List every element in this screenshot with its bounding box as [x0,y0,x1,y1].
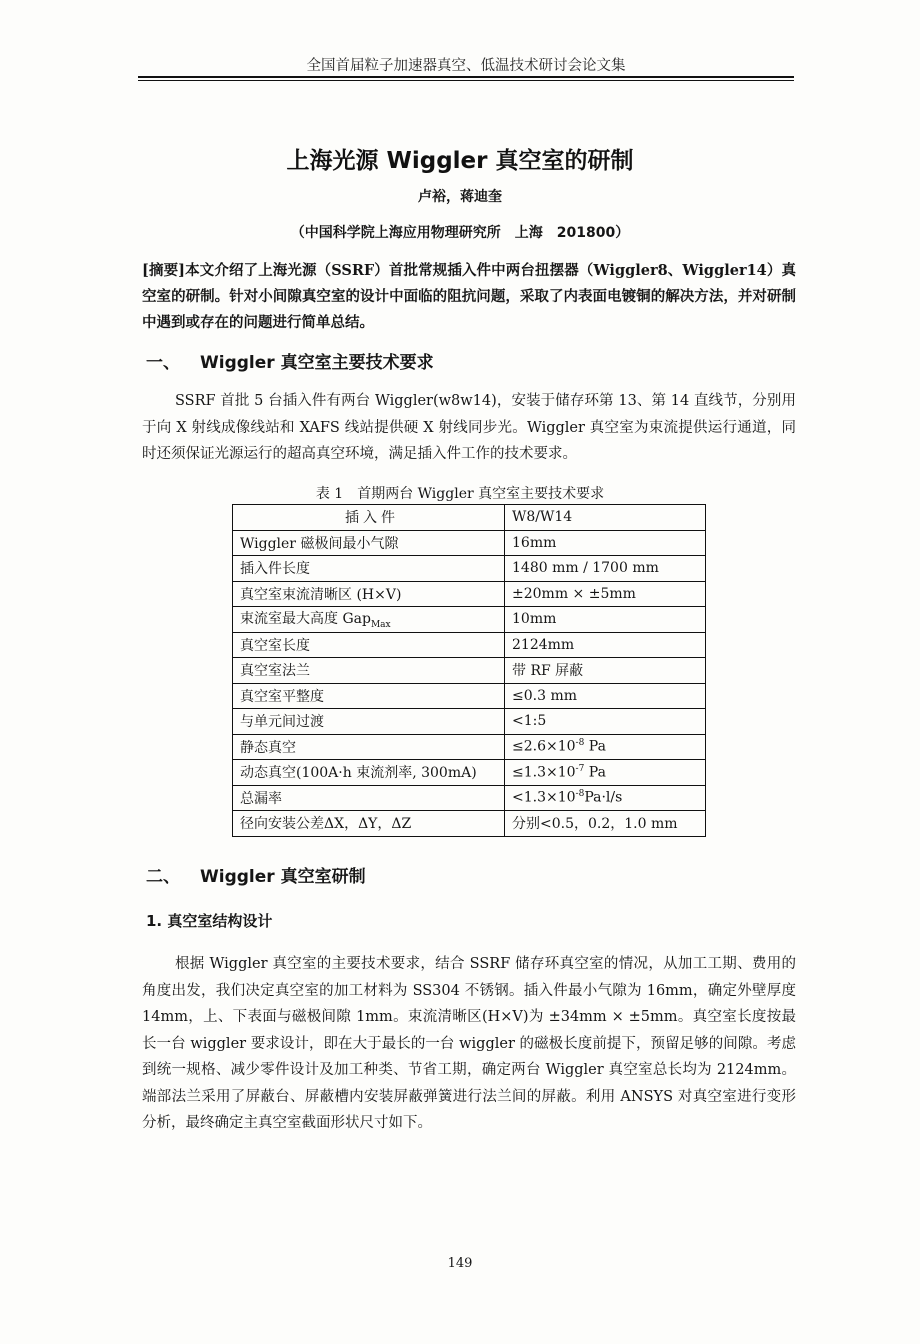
row-value: 1480 mm / 1700 mm [512,560,659,577]
running-header: 全国首届粒子加速器真空、低温技术研讨会论文集 [306,58,626,74]
table-cell-value [505,760,706,786]
row-value: <1.3×10 [512,790,576,807]
row-value: 2124mm [512,636,575,653]
row-label: 真空室长度 [240,637,310,654]
table-row [233,530,706,556]
table-cell-value [505,530,706,556]
table-caption: 表 1 首期两台 Wiggler 真空室主要技术要求 [315,486,605,502]
row-value: 16mm [512,534,557,551]
row-value-unit: Pa [584,739,606,756]
row-value-exponent: -7 [575,763,585,774]
section-1-paragraph: SSRF 首批 5 台插入件有两台 Wiggler(w8w14)，安装于储存环第 13、第 14 直线节，分别用于向 X 射线成像线站和 XAFS 线站提供硬 X 射线同步光。Wiggler 真空室为束流提供运行通道，同时还须保证光源运行的超高真空环境，满足插入件工作的技术要求。 [142,393,796,462]
table-cell-label [233,658,505,684]
table-row [233,785,706,811]
row-label: 动态真空(100A·h 束流剂率, 300mA) [240,765,477,782]
abstract [142,258,796,336]
section-1-number: 一、 [146,353,180,373]
row-label: 总漏率 [240,790,282,807]
subsection-paragraph: 根据 Wiggler 真空室的主要技术要求，结合 SSRF 储存环真空室的情况，从加工工期、费用的角度出发，我们决定真空室的加工材料为 SS304 不锈钢。插入件最小气隙为 16mm，确定外壁厚度 14mm，上、下表面与磁极间隙 1mm。束流清晰区(H×V)为 ±34mm × ±5mm。真空室长度按最长一台 wiggler 要求设计，即在大于最长的一台 wiggler 的磁极长度前提下，预留足够的间隙。考虑到统一规格、减少零件设计及加工种类、节省工期，确定两台 Wiggler 真空室总长均为 2124mm。端部法兰采用了屏蔽台、屏蔽槽内安装屏蔽弹簧进行法兰间的屏蔽。利用 ANSYS 对真空室进行变形分析，最终确定主真空室截面形状尺寸如下。 [142,956,796,1131]
table-row [233,709,706,735]
table-cell-value [505,734,706,760]
table-cell-value [505,709,706,735]
table-row [233,683,706,709]
row-value-exponent: -8 [575,738,585,749]
paper-title: 上海光源 Wiggler 真空室的研制 [286,148,634,174]
header-rule-thin [138,80,794,81]
row-value: ±20mm × ±5mm [512,585,636,602]
table-cell-label [233,632,505,658]
abstract-label: [摘要] [142,262,186,279]
row-value: 10mm [512,611,557,628]
table-cell-value [505,632,706,658]
row-label: 与单元间过渡 [240,714,324,731]
table-row [233,607,706,633]
table-header-col1: 插入件 [233,505,505,531]
table-cell-value [505,785,706,811]
row-value: ≤2.6×10 [512,739,576,756]
table-header-row [233,505,706,531]
row-value: <1:5 [512,713,547,730]
paper-authors: 卢裕，蒋迪奎 [418,189,502,205]
table-cell-label [233,683,505,709]
table-row [233,556,706,582]
row-value: 分别<0.5，0.2，1.0 mm [512,816,678,833]
row-value: 带 RF 屏蔽 [512,663,584,680]
row-label: 束流室最大高度 Gap [240,611,371,628]
table-cell-label [233,530,505,556]
table-cell-value [505,581,706,607]
table-row [233,734,706,760]
paper-affiliation: （中国科学院上海应用物理研究所 上海 201800） [290,225,630,241]
section-2-title: Wiggler 真空室研制 [200,867,366,887]
table-cell-value [505,556,706,582]
table-cell-label [233,760,505,786]
table-row [233,632,706,658]
table-cell-label [233,709,505,735]
row-label: 真空室法兰 [240,663,310,680]
table-cell-label [233,581,505,607]
abstract-text: 本文介绍了上海光源（SSRF）首批常规插入件中两台扭摆器（Wiggler8、Wiggler14）真空室的研制。针对小间隙真空室的设计中面临的阻抗问题，采取了内表面电镀铜的解决方法，并对研制中遇到或存在的问题进行简单总结。 [142,262,796,331]
table-cell-label [233,785,505,811]
row-label: 真空室平整度 [240,688,324,705]
table-cell-value [505,811,706,837]
spec-table [232,504,706,837]
row-value: ≤1.3×10 [512,764,576,781]
header-rule-thick [138,76,794,78]
page-number: 149 [447,1256,473,1271]
table-cell-value [505,607,706,633]
row-label: 真空室束流清晰区 (H×V) [240,586,402,603]
section-2-number: 二、 [146,867,180,887]
row-value: ≤0.3 mm [512,687,577,704]
table-cell-label [233,811,505,837]
section-1-heading [146,348,434,373]
table-row [233,581,706,607]
table-cell-value [505,658,706,684]
row-label: 插入件长度 [240,561,310,578]
row-label: 径向安装公差ΔX，ΔY，ΔZ [240,816,412,833]
table-cell-label [233,556,505,582]
table-cell-label [233,734,505,760]
row-value-unit: Pa·l/s [584,790,623,807]
subsection-heading: 1. 真空室结构设计 [146,912,273,930]
table-header-col2: W8/W14 [505,505,706,531]
row-label-subscript: Max [370,620,391,631]
table-cell-label [233,607,505,633]
section-1-title: Wiggler 真空室主要技术要求 [200,353,434,373]
row-value-exponent: -8 [575,789,585,800]
table-row [233,760,706,786]
row-value-unit: Pa [584,764,606,781]
table-row [233,658,706,684]
row-label: 静态真空 [240,739,296,756]
table-row [233,811,706,837]
section-2-heading [146,862,366,887]
row-label: Wiggler 磁极间最小气隙 [240,535,399,552]
table-cell-value [505,683,706,709]
